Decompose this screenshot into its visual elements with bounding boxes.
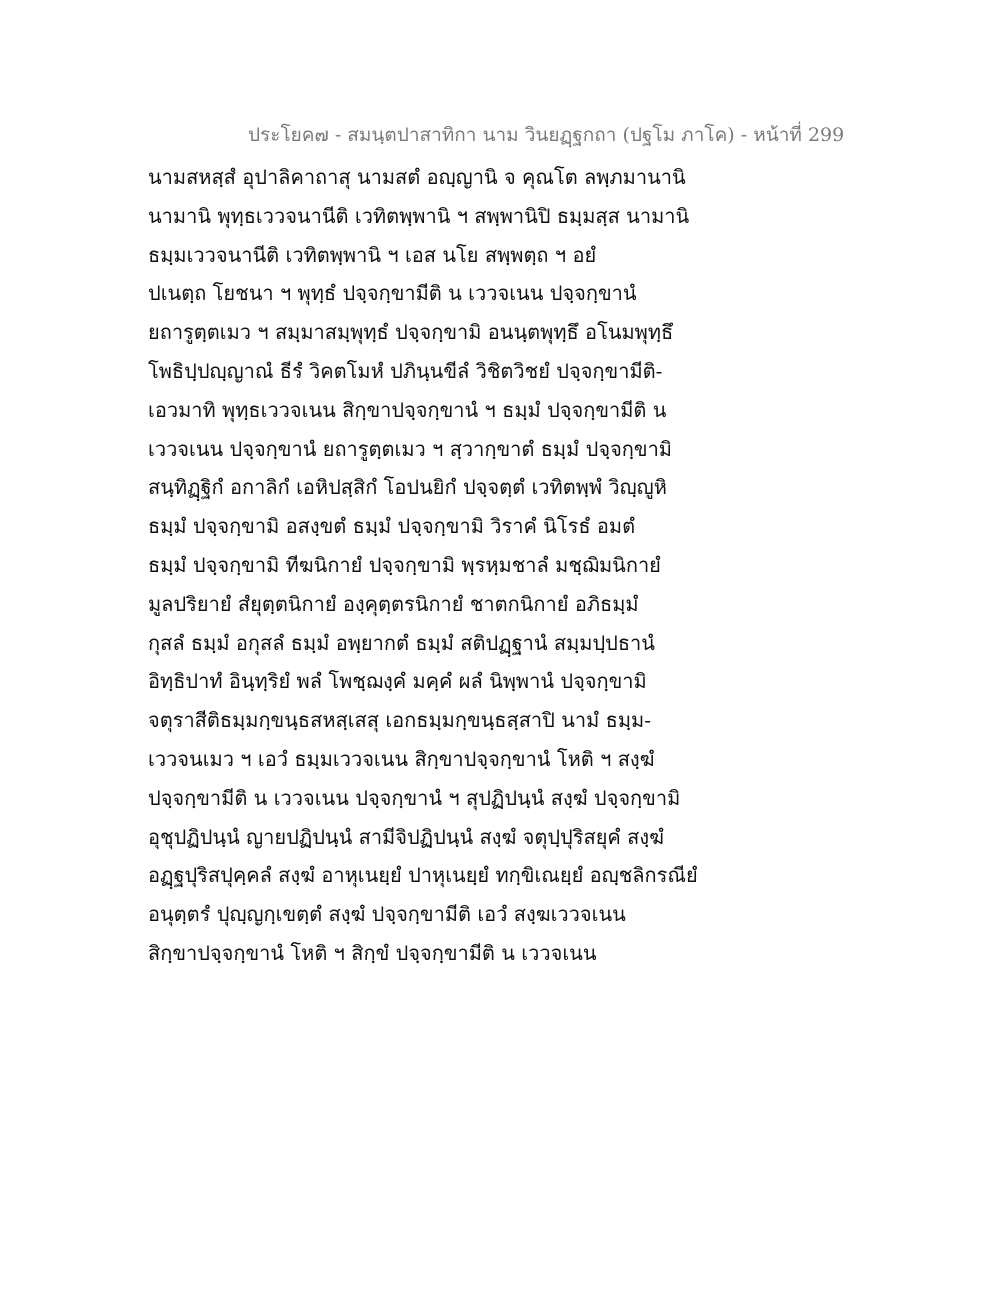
text-line: โพธิปฺปญฺญาณํ ธีรํ วิคตโมหํ ปภินฺนขีลํ วิชิตวิชยํ ปจฺจกฺขามีติ-	[148, 358, 663, 383]
text-line: สนฺทิฏฺฐิกํ อกาลิกํ เอหิปสฺสิกํ โอปนยิกํ ปจฺจตฺตํ เวทิตพฺพํ วิญฺญูหิ	[148, 475, 667, 500]
text-line: ปเนตฺถ โยชนา ฯ พุทฺธํ ปจฺจกฺขามีติ น เววจเนน ปจฺจกฺขานํ	[148, 281, 637, 306]
text-line: อุชุปฏิปนฺนํ ญายปฏิปนฺนํ สามีจิปฏิปนฺนํ สงฺฆํ จตุปฺปุริสยุคํ สงฺฆํ	[148, 824, 664, 849]
text-line: จตุราสีติธมฺมกฺขนฺธสหสฺเสสุ เอกธมฺมกฺขนฺธสฺสาปิ นามํ ธมฺม-	[148, 708, 651, 733]
text-line: นามานิ พุทฺธเววจนานีติ เวทิตพฺพานิ ฯ สพฺพานิปิ ธมฺมสฺส นามานิ	[148, 203, 690, 228]
text-line: กุสลํ ธมฺมํ อกุสลํ ธมฺมํ อพฺยากตํ ธมฺมํ สติปฏฺฐานํ สมฺมปฺปธานํ	[148, 630, 655, 655]
text-line: สิกฺขาปจฺจกฺขานํ โหติ ฯ สิกฺขํ ปจฺจกฺขามีติ น เววจเนน	[148, 940, 597, 965]
text-line: อนุตฺตรํ ปุญฺญกฺเขตฺตํ สงฺฆํ ปจฺจกฺขามีติ เอวํ สงฺฆเววจเนน	[148, 902, 626, 927]
text-line: ธมฺมํ ปจฺจกฺขามิ อสงฺขตํ ธมฺมํ ปจฺจกฺขามิ วิราคํ นิโรธํ อมตํ	[148, 514, 636, 539]
body-text	[148, 158, 708, 973]
text-line: ธมฺมํ ปจฺจกฺขามิ ทีฆนิกายํ ปจฺจกฺขามิ พฺรหฺมชาลํ มชฺฌิมนิกายํ	[148, 552, 661, 577]
text-line: เววจเนน ปจฺจกฺขานํ ยถารูตฺตเมว ฯ สฺวากฺขาตํ ธมฺมํ ปจฺจกฺขามิ	[148, 436, 672, 461]
text-line: ยถารูตฺตเมว ฯ สมฺมาสมฺพุทฺธํ ปจฺจกฺขามิ อนนฺตพุทฺธึ อโนมพุทฺธึ	[148, 320, 674, 345]
text-line: มูลปริยายํ สํยุตฺตนิกายํ องฺคุตฺตรนิกายํ ชาตกนิกายํ อภิธมฺมํ	[148, 591, 639, 616]
running-header: ประโยค๗ - สมนฺตปาสาทิกา นาม วินยฏฺฐกถา (ปฐโม ภาโค) - หน้าที่ 299	[248, 124, 845, 146]
text-line: ปจฺจกฺขามีติ น เววจเนน ปจฺจกฺขานํ ฯ สุปฏิปนฺนํ สงฺฆํ ปจฺจกฺขามิ	[148, 785, 681, 810]
text-line: เววจนเมว ฯ เอวํ ธมฺมเววจเนน สิกฺขาปจฺจกฺขานํ โหติ ฯ สงฺฆํ	[148, 746, 655, 771]
text-line: เอวมาทิ พุทฺธเววจเนน สิกฺขาปจฺจกฺขานํ ฯ ธมฺมํ ปจฺจกฺขามีติ น	[148, 397, 667, 422]
text-line: อฏฺฐปุริสปุคฺคลํ สงฺฆํ อาหุเนยฺยํ ปาหุเนยฺยํ ทกฺขิเณยฺยํ อญฺชลิกรณียํ	[148, 863, 698, 888]
text-line: นามสหสฺสํ อุปาลิคาถาสุ นามสตํ อญฺญานิ จ คุณโต ลพฺภมานานิ	[148, 165, 686, 189]
text-line: อิทฺธิปาทํ อินฺทฺริยํ พลํ โพชฺฌงฺคํ มคฺคํ ผลํ นิพฺพานํ ปจฺจกฺขามิ	[148, 669, 647, 694]
text-line: ธมฺมเววจนานีติ เวทิตพฺพานิ ฯ เอส นโย สพฺพตฺถ ฯ อยํ	[148, 242, 597, 267]
